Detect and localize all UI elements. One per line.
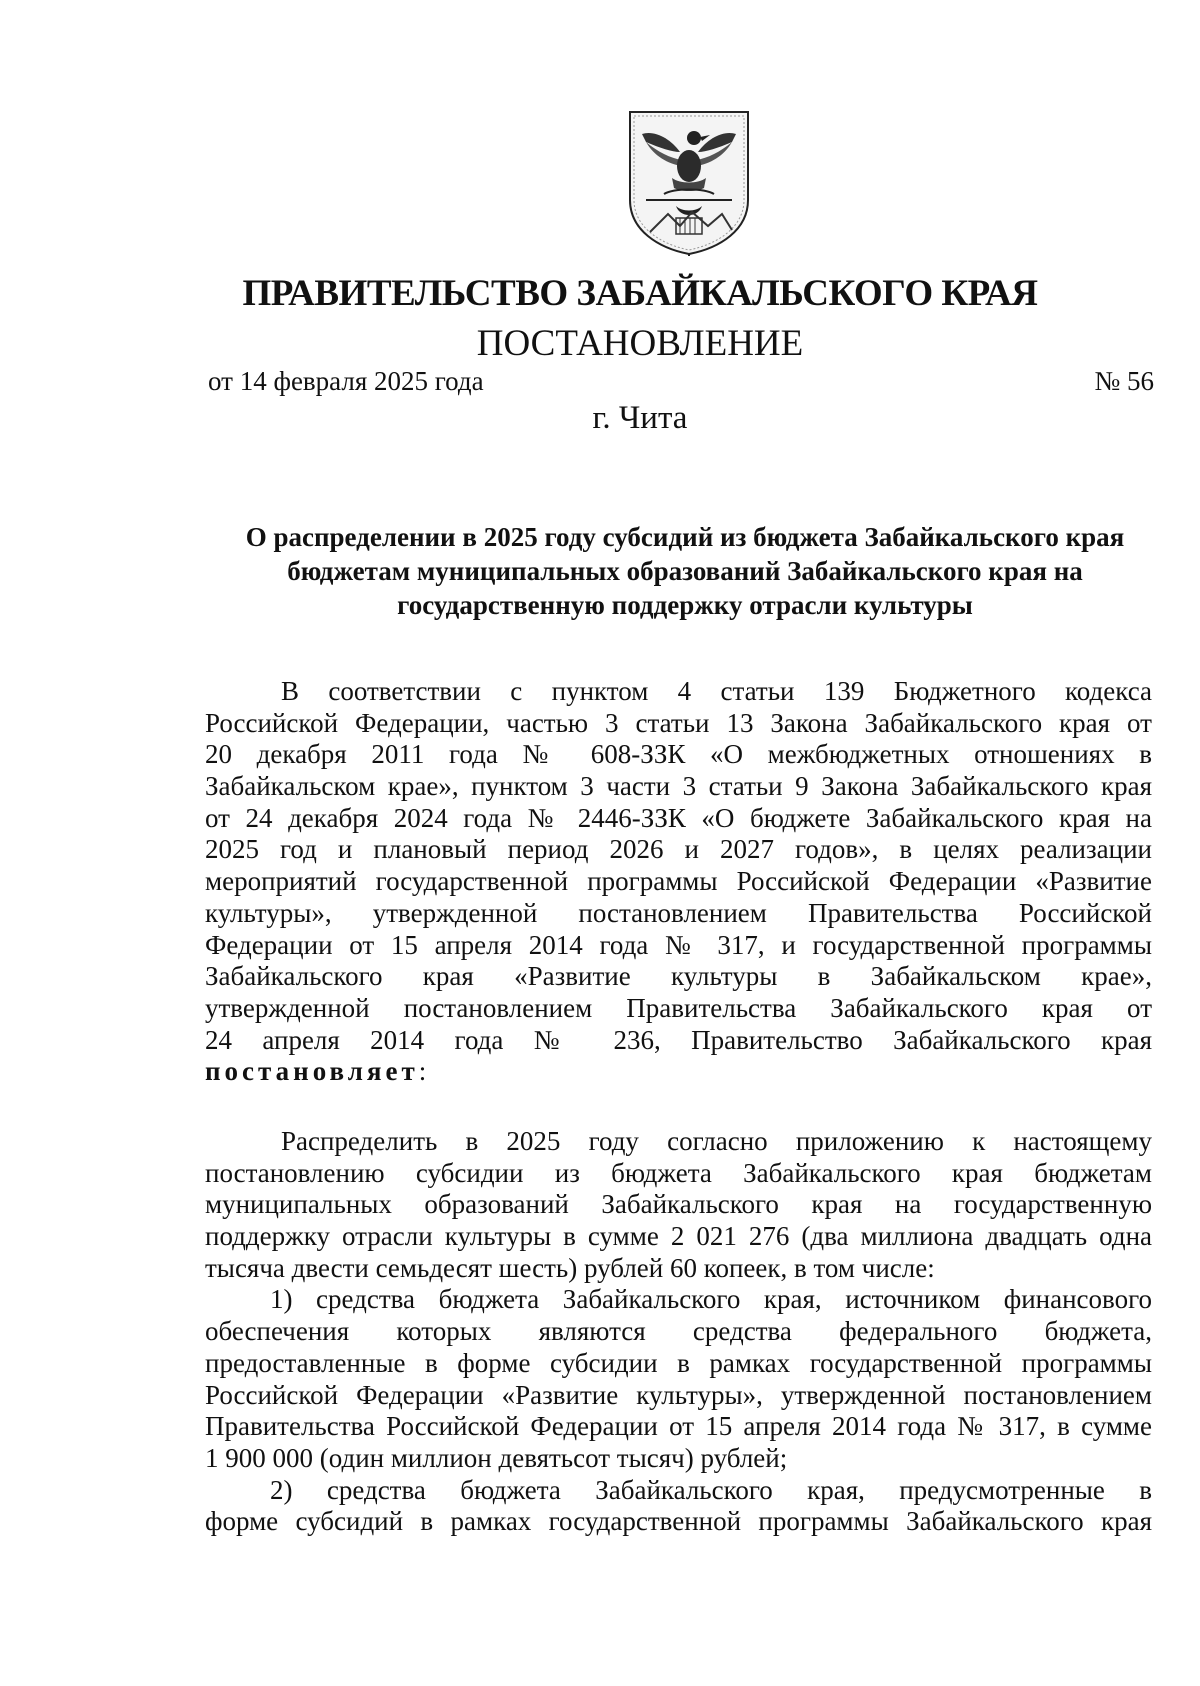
text-line: 2025 год и плановый период 2026 и 2027 годов», в целях реализации bbox=[205, 834, 1152, 865]
heading-line: государственную поддержку отрасли культуры bbox=[397, 590, 973, 620]
text-line: тысяча двести семьдесят шесть) рублей 60 копеек, в том числе: bbox=[205, 1252, 935, 1283]
resolution-word: постановляет bbox=[205, 1056, 419, 1087]
text-line: Забайкальского края «Развитие культуры в Забайкальском крае», bbox=[205, 961, 1152, 992]
text-line: поддержку отрасли культуры в сумме 2 021 276 (два миллиона двадцать одна bbox=[205, 1221, 1152, 1252]
text-line: от 24 декабря 2024 года № 2446-ЗЗК «О бюджете Забайкальского края на bbox=[205, 802, 1152, 833]
text-line: Российской Федерации, частью 3 статьи 13 Закона Забайкальского края от bbox=[205, 707, 1152, 738]
operative-paragraph bbox=[205, 1126, 1152, 1538]
list-item-2-line: 2) средства бюджета Забайкальского края, предусмотренные в bbox=[270, 1474, 1152, 1505]
text-line: В соответствии с пунктом 4 статьи 139 Бюджетного кодекса bbox=[281, 676, 1152, 706]
list-item-1-line: 1 900 000 (один миллион девятьсот тысяч) рублей; bbox=[205, 1442, 788, 1473]
document-number: № 56 bbox=[1094, 366, 1154, 396]
list-item-1-line: 1) средства бюджета Забайкальского края, источником финансового bbox=[270, 1284, 1152, 1315]
text-line: Распределить в 2025 году согласно приложению к настоящему bbox=[281, 1126, 1152, 1156]
organization-title: ПРАВИТЕЛЬСТВО ЗАБАЙКАЛЬСКОГО КРАЯ bbox=[242, 273, 1038, 314]
text-line: утвержденной постановлением Правительства Забайкальского края от bbox=[205, 992, 1152, 1023]
list-item-2-line: форме субсидий в рамках государственной программы Забайкальского края bbox=[205, 1506, 1152, 1537]
document-date: от 14 февраля 2025 года bbox=[208, 366, 484, 396]
list-item-1-line: Правительства Российской Федерации от 15 апреля 2014 года № 317, в сумме bbox=[205, 1411, 1152, 1442]
text-line: 20 декабря 2011 года № 608-ЗЗК «О межбюджетных отношениях в bbox=[205, 739, 1152, 770]
text-line: 24 апреля 2014 года № 236, Правительство Забайкальского края bbox=[205, 1024, 1152, 1055]
heading-line: бюджетам муниципальных образований Забайкальского края на bbox=[287, 556, 1083, 586]
document-city: г. Чита bbox=[592, 400, 688, 436]
list-item-1-line: обеспечения которых являются средства федерального бюджета, bbox=[205, 1316, 1152, 1347]
resolution-colon: : bbox=[418, 1056, 427, 1087]
resolution-line bbox=[205, 1056, 1152, 1088]
list-item-1-line: предоставленные в форме субсидии в рамках государственной программы bbox=[205, 1347, 1152, 1378]
coat-of-arms-icon bbox=[624, 108, 754, 256]
text-line: постановлению субсидии из бюджета Забайкальского края бюджетам bbox=[205, 1157, 1152, 1188]
text-line: муниципальных образований Забайкальского края на государственную bbox=[205, 1189, 1152, 1220]
document-heading bbox=[205, 520, 1165, 622]
list-item-1-line: Российской Федерации «Развитие культуры», утвержденной постановлением bbox=[205, 1379, 1152, 1410]
text-line: мероприятий государственной программы Российской Федерации «Развитие bbox=[205, 866, 1152, 897]
document-type: ПОСТАНОВЛЕНИЕ bbox=[476, 323, 804, 364]
text-line: Федерации от 15 апреля 2014 года № 317, и государственной программы bbox=[205, 929, 1152, 960]
text-line: Забайкальском крае», пунктом 3 части 3 статьи 9 Закона Забайкальского края bbox=[205, 771, 1152, 802]
heading-line: О распределении в 2025 году субсидий из бюджета Забайкальского края bbox=[245, 522, 1125, 552]
text-line: культуры», утвержденной постановлением Правительства Российской bbox=[205, 897, 1152, 928]
preamble-paragraph bbox=[205, 676, 1152, 1088]
